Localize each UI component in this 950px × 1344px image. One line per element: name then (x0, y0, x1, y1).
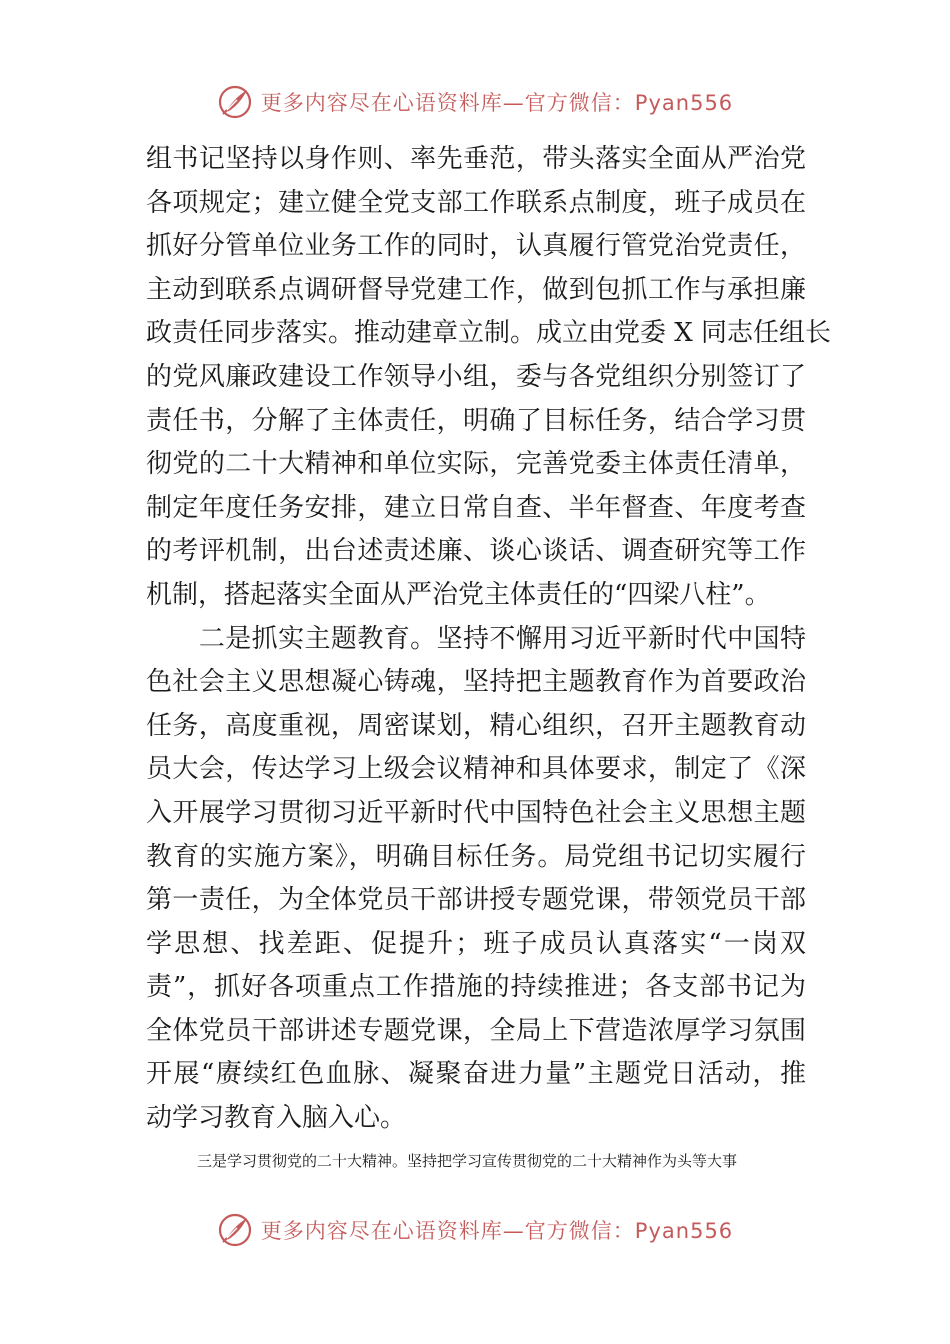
text-line: 政责任同步落实。推动建章立制。成立由党委 X 同志任组长 (146, 318, 832, 349)
text-line: 机制，搭起落实全面从严治党主体责任的“四梁八柱”。 (146, 579, 771, 610)
watermark-text: 更多内容尽在心语资料库—官方微信：Pyan556 (260, 91, 734, 115)
text-line: 第一责任，为全体党员干部讲授专题党课，带领党员干部 (146, 885, 806, 916)
text-line: 员大会，传达学习上级会议精神和具体要求，制定了《深 (146, 754, 806, 785)
quill-pen-logo-icon (217, 84, 253, 120)
text-line: 全体党员干部讲述专题党课，全局上下营造浓厚学习氛围 (146, 1015, 806, 1046)
text-line: 各项规定；建立健全党支部工作联系点制度，班子成员在 (146, 187, 806, 218)
text-line: 教育的实施方案》，明确目标任务。局党组书记切实履行 (146, 841, 806, 872)
text-line: 动学习教育入脑入心。 (146, 1103, 407, 1134)
text-line: 开展“赓续红色血脉、凝聚奋进力量”主题党日活动，推 (146, 1059, 806, 1090)
text-line: 制定年度任务安排，建立日常自查、半年督查、年度考查 (146, 492, 806, 523)
text-line: 责”，抓好各项重点工作措施的持续推进；各支部书记为 (146, 972, 806, 1003)
text-line: 任务，高度重视，周密谋划，精心组织，召开主题教育动 (146, 710, 806, 741)
watermark-header (0, 82, 950, 122)
small-text-line: 三是学习贯彻党的二十大精神。坚持把学习宣传贯彻党的二十大精神作为头等大事 (197, 1152, 738, 1170)
document-body (146, 138, 832, 1141)
text-line: 抓好分管单位业务工作的同时，认真履行管党治党责任， (146, 231, 806, 262)
text-line: 责任书，分解了主体责任，明确了目标任务，结合学习贯 (146, 405, 806, 436)
text-line: 组书记坚持以身作则、率先垂范，带头落实全面从严治党 (146, 144, 806, 174)
text-line: 主动到联系点调研督导党建工作，做到包抓工作与承担廉 (146, 274, 806, 305)
text-line: 色社会主义思想凝心铸魂，坚持把主题教育作为首要政治 (146, 667, 806, 698)
watermark-text: 更多内容尽在心语资料库—官方微信：Pyan556 (260, 1219, 734, 1243)
watermark-footer (0, 1210, 950, 1250)
quill-pen-logo-icon (217, 1212, 253, 1248)
text-line: 的党风廉政建设工作领导小组，委与各党组织分别签订了 (146, 361, 806, 392)
text-line: 学思想、找差距、促提升；班子成员认真落实“一岗双 (146, 928, 806, 959)
text-line: 入开展学习贯彻习近平新时代中国特色社会主义思想主题 (146, 797, 806, 828)
text-line: 彻党的二十大精神和单位实际，完善党委主体责任清单， (146, 449, 806, 480)
text-line: 的考评机制，出台述责述廉、谈心谈话、调查研究等工作 (146, 536, 806, 567)
paragraph-start-line: 二是抓实主题教育。坚持不懈用习近平新时代中国特 (146, 623, 806, 654)
